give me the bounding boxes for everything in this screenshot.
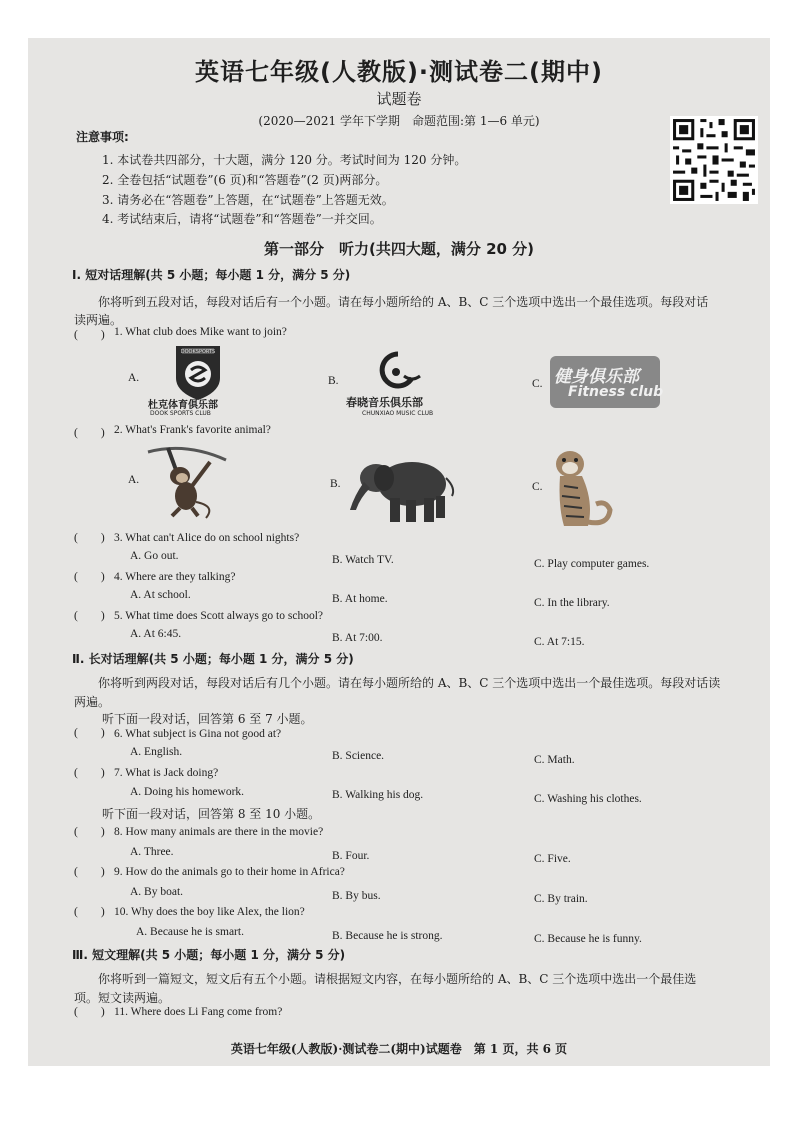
- dook-sports-shield-icon: [158, 340, 238, 404]
- notice-heading: 注意事项:: [76, 130, 129, 144]
- q1-option-c: C.: [532, 378, 543, 390]
- logo-a-en: DOOK SPORTS CLUB: [150, 410, 211, 417]
- q2-option-c: C.: [532, 481, 543, 493]
- answer-paren[interactable]: ( ): [74, 532, 105, 544]
- q6-option-b: B. Science.: [332, 750, 385, 762]
- question-3: 3. What can't Alice do on school nights?: [114, 532, 300, 544]
- exam-range: (2020—2021 学年下学期 命题范围:第 1—6 单元): [258, 114, 540, 128]
- page-subtitle: 试题卷: [376, 90, 422, 108]
- notice-item-1: 1. 本试卷共四部分，十大题，满分 120 分。考试时间为 120 分钟。: [102, 153, 467, 167]
- q4-option-c: C. In the library.: [534, 597, 610, 609]
- question-8: 8. How many animals are there in the movie?: [114, 826, 324, 838]
- elephant-icon: [346, 448, 462, 528]
- answer-paren[interactable]: ( ): [74, 906, 105, 918]
- question-5: 5. What time does Scott always go to school?: [114, 610, 323, 622]
- q7-option-b: B. Walking his dog.: [332, 789, 424, 801]
- question-6: 6. What subject is Gina not good at?: [114, 728, 282, 740]
- question-9: 9. How do the animals go to their home in Africa?: [114, 866, 345, 878]
- q8-option-b: B. Four.: [332, 850, 370, 862]
- section2-sub1: 听下面一段对话，回答第 6 至 7 小题。: [102, 712, 313, 726]
- q10-option-c: C. Because he is funny.: [534, 933, 642, 945]
- question-4: 4. Where are they talking?: [114, 571, 236, 583]
- q5-option-a: A. At 6:45.: [130, 628, 182, 640]
- section1-instruction-cont: 读两遍。: [74, 313, 123, 327]
- logo-a-top-text: DOOKSPORTS: [180, 349, 216, 355]
- answer-paren[interactable]: ( ): [74, 826, 105, 838]
- tiger-icon: [548, 446, 616, 532]
- q7-option-a: A. Doing his homework.: [130, 786, 245, 798]
- q5-option-c: C. At 7:15.: [534, 636, 585, 648]
- q5-option-b: B. At 7:00.: [332, 632, 383, 644]
- section1-instruction: 你将听到五段对话，每段对话后有一个小题。请在每小题所给的 A、B、C 三个选项中选出一个最佳选项。每段对话: [98, 295, 709, 309]
- q3-option-a: A. Go out.: [130, 550, 179, 562]
- q8-option-c: C. Five.: [534, 853, 571, 865]
- question-7: 7. What is Jack doing?: [114, 767, 219, 779]
- logo-c-cn: 健身俱乐部: [554, 367, 639, 387]
- question-10: 10. Why does the boy like Alex, the lion?: [114, 906, 305, 918]
- q6-option-c: C. Math.: [534, 754, 575, 766]
- logo-b-cn: 春晓音乐俱乐部: [346, 396, 423, 409]
- logo-a-cn: 杜克体育俱乐部: [148, 400, 218, 411]
- question-2: 2. What's Frank's favorite animal?: [114, 424, 271, 436]
- music-note-logo-icon: [368, 348, 428, 392]
- q9-option-c: C. By train.: [534, 893, 588, 905]
- answer-paren[interactable]: ( ): [74, 571, 105, 583]
- q7-option-c: C. Washing his clothes.: [534, 793, 642, 805]
- answer-paren[interactable]: ( ): [74, 329, 105, 341]
- q9-option-a: A. By boat.: [130, 886, 184, 898]
- answer-paren[interactable]: ( ): [74, 610, 105, 622]
- answer-paren[interactable]: ( ): [74, 1006, 105, 1018]
- question-1: 1. What club does Mike want to join?: [114, 326, 287, 338]
- q8-option-a: A. Three.: [130, 846, 174, 858]
- section2-instruction-cont: 两遍。: [74, 695, 111, 709]
- section3-heading: Ⅲ. 短文理解(共 5 小题；每小题 1 分，满分 5 分): [72, 948, 346, 962]
- qr-code-icon: [670, 116, 758, 204]
- notice-item-3: 3. 请务必在“答题卷”上答题，在“试题卷”上答题无效。: [102, 193, 394, 207]
- section3-instruction-cont: 项。短文读两遍。: [74, 991, 171, 1005]
- answer-paren[interactable]: ( ): [74, 767, 105, 779]
- q10-option-b: B. Because he is strong.: [332, 930, 443, 942]
- q3-option-c: C. Play computer games.: [534, 558, 650, 570]
- exam-paper: [28, 38, 770, 1066]
- q1-option-b: B.: [328, 375, 339, 387]
- q3-option-b: B. Watch TV.: [332, 554, 394, 566]
- section2-sub2: 听下面一段对话，回答第 8 至 10 小题。: [102, 807, 321, 821]
- part1-title: 第一部分 听力(共四大题，满分 20 分): [263, 240, 535, 258]
- q1-option-a: A.: [128, 372, 140, 384]
- q9-option-b: B. By bus.: [332, 890, 381, 902]
- logo-b-en: CHUNXIAO MUSIC CLUB: [362, 410, 434, 417]
- answer-paren[interactable]: ( ): [74, 427, 105, 439]
- page-footer: 英语七年级(人教版)·测试卷二(期中)试题卷 第 1 页，共 6 页: [230, 1042, 568, 1056]
- logo-c-en: Fitness club: [568, 384, 664, 400]
- section3-instruction: 你将听到一篇短文，短文后有五个小题。请根据短文内容，在每小题所给的 A、B、C 三个选项中选出一个最佳选: [98, 972, 697, 986]
- section2-heading: Ⅱ. 长对话理解(共 5 小题；每小题 1 分，满分 5 分): [72, 652, 354, 666]
- page-title: 英语七年级(人教版)·测试卷二(期中): [195, 58, 603, 86]
- q2-option-b: B.: [330, 478, 341, 490]
- answer-paren[interactable]: ( ): [74, 727, 105, 739]
- q10-option-a: A. Because he is smart.: [136, 926, 244, 938]
- q2-option-a: A.: [128, 474, 140, 486]
- q6-option-a: A. English.: [130, 746, 183, 758]
- q4-option-b: B. At home.: [332, 593, 388, 605]
- notice-item-4: 4. 考试结束后，请将“试题卷”和“答题卷”一并交回。: [102, 212, 382, 226]
- section2-instruction: 你将听到两段对话，每段对话后有几个小题。请在每小题所给的 A、B、C 三个选项中选出一个最佳选项。每段对话读: [98, 676, 721, 690]
- notice-item-2: 2. 全卷包括“试题卷”(6 页)和“答题卷”(2 页)两部分。: [102, 173, 388, 187]
- answer-paren[interactable]: ( ): [74, 866, 105, 878]
- question-11: 11. Where does Li Fang come from?: [114, 1006, 283, 1018]
- q4-option-a: A. At school.: [130, 589, 191, 601]
- monkey-icon: [146, 440, 228, 520]
- section1-heading: Ⅰ. 短对话理解(共 5 小题；每小题 1 分，满分 5 分): [72, 268, 351, 282]
